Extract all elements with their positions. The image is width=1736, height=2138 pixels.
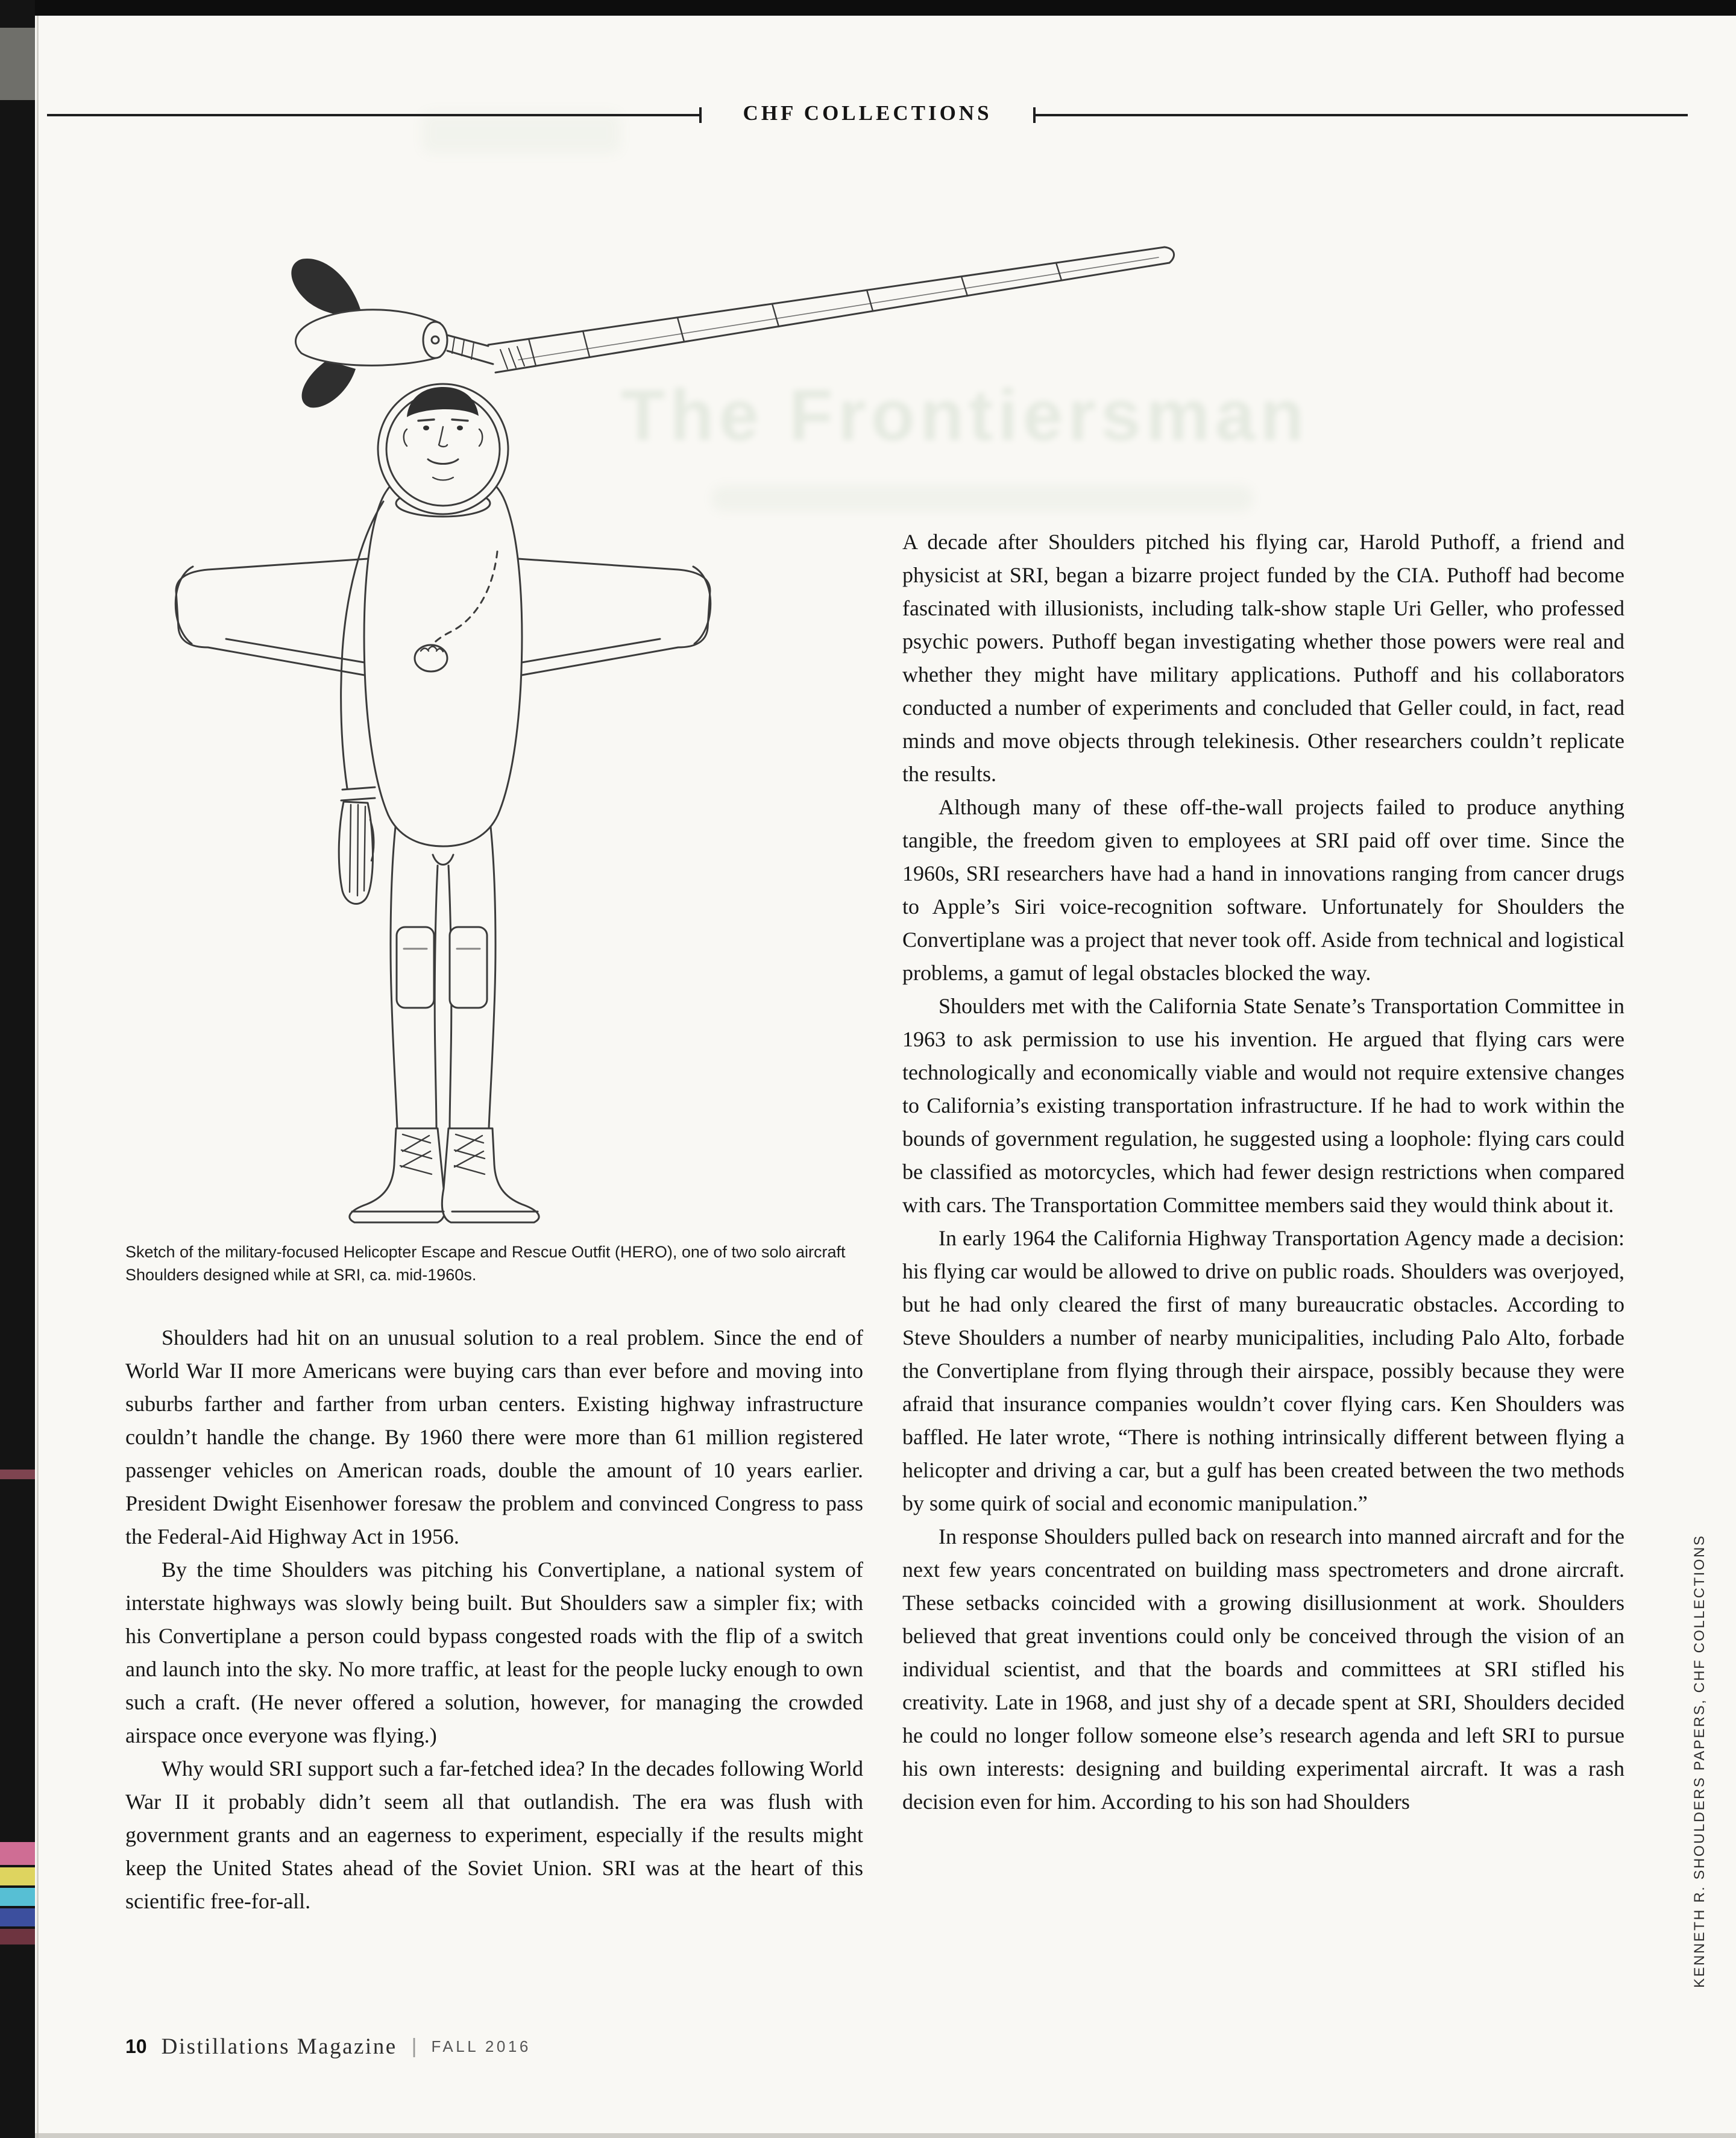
magazine-name: Distillations Magazine [161,2034,397,2059]
body-paragraph: By the time Shoulders was pitching his Convertiplane, a national system of interstate highways was slowly being built. But Shoulders saw a simpler fix; with his Convertiplane a person could bypass congested roads with the flip of a switch and launch into the sky. No more traffic, at least for the people lucky enough to own such a craft. (He never offered a solution, however, for managing the crowded airspace once everyone was flying.) [125,1558,863,1747]
body-paragraph: Why would SRI support such a far-fetched idea? In the decades following World War II it probably didn’t seem all that outlandish. The era was flush with government grants and an eagerness to experiment, especially if the results might keep the United States ahead of the Soviet Union. SRI was at the heart of this scientific free-for-all. [125,1756,863,1913]
issue-label: FALL 2016 [431,2037,531,2055]
scan-edge-bottom [0,2133,1736,2138]
body-paragraph: In response Shoulders pulled back on research into manned aircraft and for the next few years concentrated on building mass spectrometers and drone aircraft. These setbacks coincided with a growing disillusionment at work. Shoulders believed that great inventions could only be conceived through the vision of an individual scientist, and that the boards and committees at SRI stifled his creativity. Late in 1968, and just shy of a decade spent at SRI, Shoulders decided he could no longer follow someone else’s research agenda and left SRI to pursue his own interests: designing and building experimental aircraft. It was a rash decision even for him. According to his son had Shoulders [902,1524,1624,1814]
scan-calibration-mark [0,1929,35,1945]
header-tick-left [699,107,702,123]
section-header [47,101,1688,125]
header-rule-left [47,114,699,116]
scan-calibration-mark [0,1470,35,1479]
scan-calibration-mark [0,1888,35,1906]
scan-edge-line [37,16,39,2138]
scan-calibration-mark [0,1908,35,1926]
figure-caption: Sketch of the military-focused Helicopter Escape and Rescue Outfit (HERO), one of two solo aircraft Shoulders designed while at SRI, ca. mid-1960s. [125,1243,846,1284]
scan-edge-top [0,0,1736,16]
bleed-through-title: The Frontiersman [621,375,1309,456]
scan-calibration-mark [0,28,35,100]
scan-calibration-mark [0,1867,35,1885]
body-paragraph: Shoulders had hit on an unusual solution to a real problem. Since the end of World War II more Americans were buying cars than ever before and moving into suburbs farther and farther from urban centers. Existing highway infrastructure couldn’t handle the change. By 1960 there were more than 61 million registered passenger vehicles on American roads, double the amount of 10 years earlier. President Dwight Eisenhower foresaw the problem and convinced Congress to pass the Federal-Aid Highway Act in 1956. [125,1325,863,1548]
body-paragraph: Shoulders met with the California State Senate’s Transportation Committee in 1963 to ask permission to use his invention. He argued that flying cars were technologically and economically viable and would not require extensive changes to California’s existing transportation infrastructure. If he had to work within the bounds of government regulation, he suggested using a loophole: flying cars could be classified as motorcycles, which had fewer design restrictions when compared with cars. The Transportation Committee members said they would think about it. [902,994,1624,1217]
scan-edge-left [0,0,35,2138]
section-title: CHF COLLECTIONS [743,101,992,125]
body-paragraph: In early 1964 the California Highway Transportation Agency made a decision: his flying car would be allowed to drive on public roads. Shoulders was overjoyed, but he had only cleared the first of many bureaucratic obstacles. According to Steve Shoulders a number of nearby municipalities, including Palo Alto, forbade the Convertiplane from flying through their airspace, possibly because they were afraid that insurance companies wouldn’t cover flying cars. Ken Shoulders was baffled. He later wrote, “There is nothing intrinsically different between flying a helicopter and driving a car, but a gulf has been created between the two methods by some quirk of social and economic manipulation.” [902,1226,1624,1515]
footer-divider: | [411,2035,417,2058]
image-credit: KENNETH R. SHOULDERS PAPERS, CHF COLLECTIONS [1691,1534,1708,1988]
body-paragraph: Although many of these off-the-wall projects failed to produce anything tangible, the freedom given to employees at SRI paid off over time. Since the 1960s, SRI researchers have had a hand in innovations ranging from cancer drugs to Apple’s Siri voice-recognition software. Unfortunately for Shoulders the Convertiplane was a project that never took off. Aside from technical and logistical problems, a gamut of legal obstacles blocked the way. [902,795,1624,985]
page-number: 10 [125,2036,147,2057]
body-column-left [125,1321,863,1918]
header-rule-right [1036,114,1688,116]
body-paragraph: A decade after Shoulders pitched his flying car, Harold Puthoff, a friend and physicist at SRI, began a bizarre project funded by the CIA. Puthoff had become fascinated with illusionists, including talk-show staple Uri Geller, who professed psychic powers. Puthoff began investigating whether those powers were real and whether they might have military applications. Puthoff and his collaborators conducted a number of experiments and concluded that Geller could, in fact, read minds and move objects through telekinesis. Other researchers couldn’t replicate the results. [902,530,1624,786]
page-footer [125,2034,531,2060]
body-column-right [902,526,1624,1819]
scan-calibration-mark [0,1842,35,1865]
